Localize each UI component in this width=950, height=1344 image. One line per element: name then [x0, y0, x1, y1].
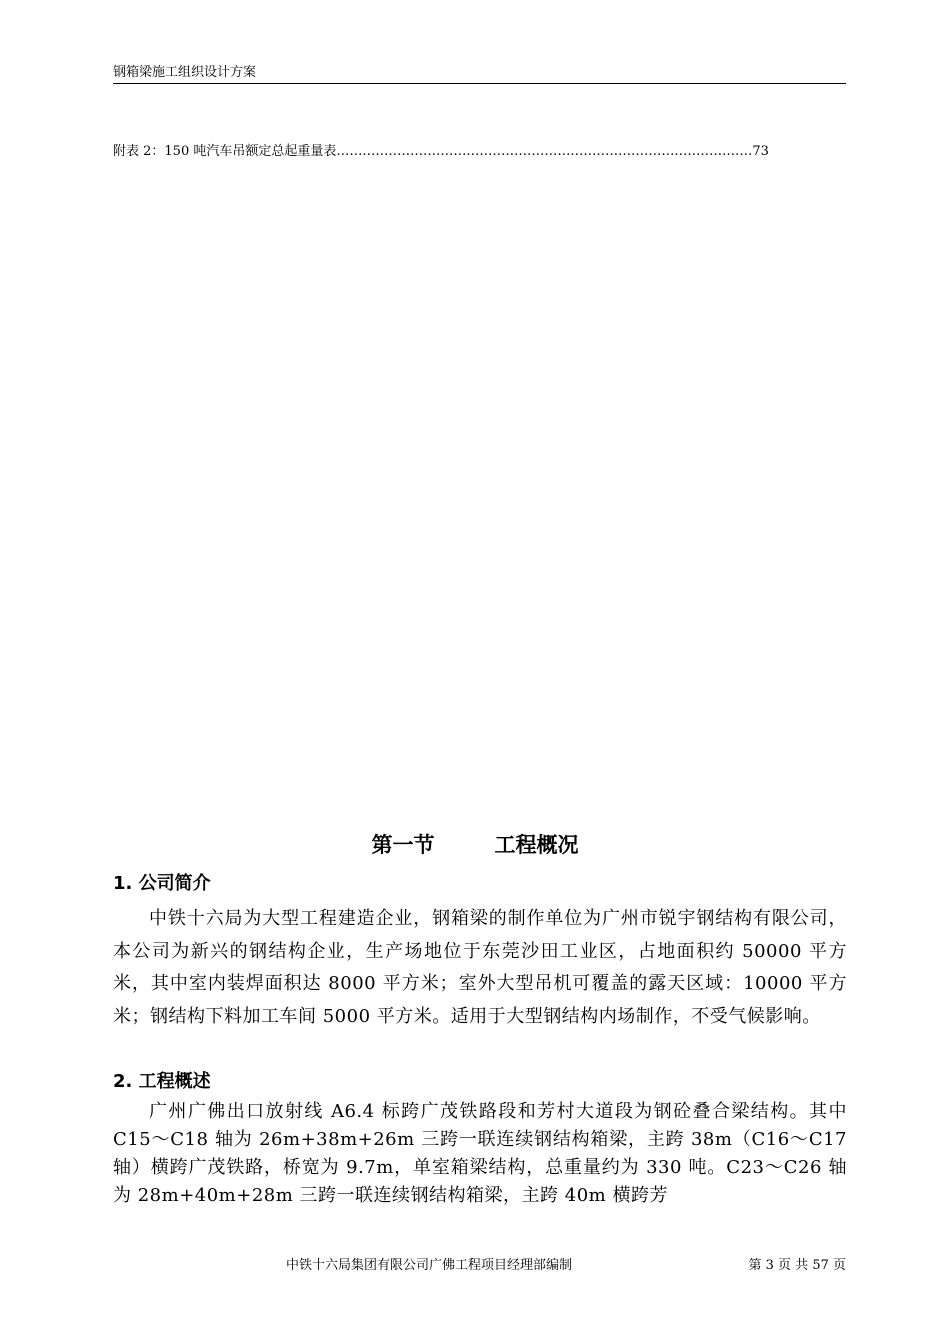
- section-number: 第一节: [371, 833, 435, 857]
- heading-project-overview: 2. 工程概述: [113, 1071, 211, 1092]
- document-title: 钢箱梁施工组织设计方案: [113, 65, 257, 80]
- section-name: 工程概况: [494, 833, 579, 857]
- toc-entry-label: 附表 2：150 吨汽车吊额定总起重量表: [113, 144, 337, 159]
- page-header: [113, 64, 846, 84]
- section-title: [0, 830, 950, 860]
- heading-company-intro: 1. 公司简介: [113, 873, 211, 894]
- paragraph-project-overview: 广州广佛出口放射线 A6.4 标跨广茂铁路段和芳村大道段为钢砼叠合梁结构。其中 C15～C18 轴为 26m+38m+26m 三跨一联连续钢结构箱梁，主跨 38m（C16～C17 轴）横跨广茂铁路，桥宽为 9.7m，单室箱梁结构，总重量约为 330 吨。C23～C26 轴为 28m+40m+28m 三跨一联连续钢结构箱梁，主跨 40m 横跨芳: [113, 1101, 847, 1206]
- footer-organization: 中铁十六局集团有限公司广佛工程项目经理部编制: [286, 1258, 573, 1273]
- paragraph-company-intro: 中铁十六局为大型工程建造企业，钢箱梁的制作单位为广州市锐宇钢结构有限公司，本公司为新兴的钢结构企业，生产场地位于东莞沙田工业区，占地面积约 50000 平方米，其中室内装焊面积达 8000 平方米；室外大型吊机可覆盖的露天区域：10000 平方米；钢结构下料加工车间 5000 平方米。适用于大型钢结构内场制作，不受气候影响。: [113, 908, 847, 1027]
- footer-page-number: 第 3 页 共 57 页: [748, 1258, 846, 1273]
- toc-entry[interactable]: [113, 142, 846, 162]
- toc-leader: ……………………………………………………………………………………: [336, 144, 753, 159]
- toc-page-number: 73: [752, 144, 769, 159]
